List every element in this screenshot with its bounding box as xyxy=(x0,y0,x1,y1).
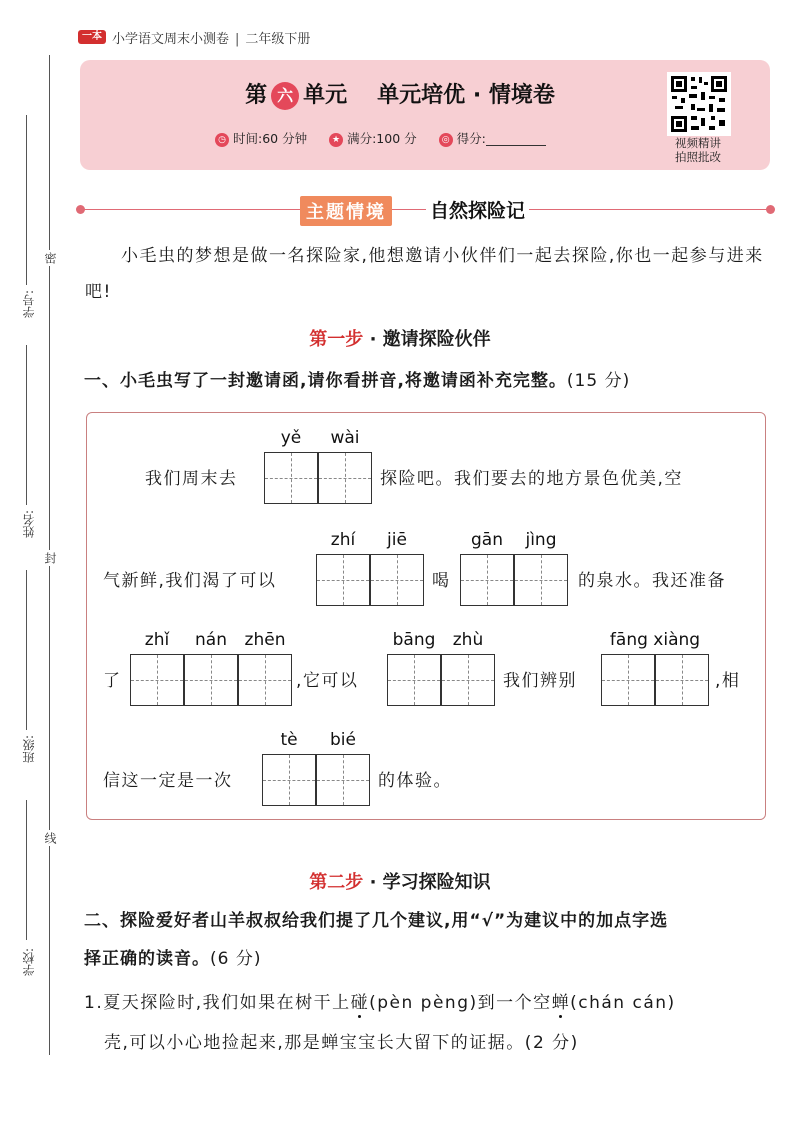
pinyin-gan: gān xyxy=(471,530,503,550)
theme-title: 自然探险记 xyxy=(426,196,529,223)
writing-cell[interactable] xyxy=(238,654,292,706)
title-main: 单元培优 · 情境卷 xyxy=(377,83,555,108)
time-text: 时间:60 分钟 xyxy=(233,131,308,146)
qr-code-image xyxy=(669,74,729,134)
title-unit: 单元 xyxy=(303,83,348,108)
name-blank[interactable] xyxy=(26,345,27,505)
unit-number-badge: 六 xyxy=(271,82,299,110)
pinyin-bang: bāng xyxy=(392,630,436,650)
question-1 xyxy=(84,366,630,391)
writing-cell[interactable] xyxy=(130,654,184,706)
score-blank[interactable] xyxy=(486,133,546,146)
theme-divider-dot-left xyxy=(76,205,85,214)
step-2-heading xyxy=(0,868,800,894)
dotted-char-peng: 碰 xyxy=(351,988,370,1013)
letter-line-4-after: 的体验。 xyxy=(378,771,452,791)
pinyin-fangxiang: fāng xiàng xyxy=(609,630,701,650)
letter-line-2-mid: 喝 xyxy=(432,571,451,591)
q2-1-text-b[interactable]: (pèn pèng)到一个空 xyxy=(369,993,552,1013)
exam-meta xyxy=(215,129,546,147)
class-label: 班级: xyxy=(22,735,36,764)
full-score-text: 满分:100 分 xyxy=(347,131,417,146)
brand-separator: | xyxy=(235,32,240,47)
q2-1-text-a: 1.夏天探险时,我们如果在树干上 xyxy=(84,993,351,1013)
time-info xyxy=(215,129,307,147)
pinyin-nan: nán xyxy=(195,630,227,650)
step-2-title: · 学习探险知识 xyxy=(369,872,491,893)
medal-icon: ★ xyxy=(329,133,343,147)
seal-word-xian: 线 xyxy=(43,832,57,844)
full-score-info xyxy=(329,129,417,147)
pinyin-zhu: zhù xyxy=(452,630,484,650)
qr-label-photo: 拍照批改 xyxy=(675,150,721,164)
intro-paragraph: 小毛虫的梦想是做一名探险家,他想邀请小伙伴们一起去探险,你也一起参与进来吧! xyxy=(85,246,764,302)
writing-cell[interactable] xyxy=(184,654,238,706)
question-2-score: (6 分) xyxy=(210,949,262,969)
writing-cell[interactable] xyxy=(441,654,495,706)
score-info xyxy=(439,129,546,147)
question-2-line-2 xyxy=(84,944,261,969)
seal-word-feng: 封 xyxy=(43,552,57,564)
letter-line-2-before: 气新鲜,我们渴了可以 xyxy=(103,571,277,591)
writing-cell[interactable] xyxy=(601,654,655,706)
question-2-1-line-2: 壳,可以小心地捡起来,那是蝉宝宝长大留下的证据。(2 分) xyxy=(104,1033,579,1053)
pinyin-zhi3: zhǐ xyxy=(144,630,170,650)
letter-line-3-c: 我们辨别 xyxy=(503,671,577,691)
letter-line-3-b: ,它可以 xyxy=(296,671,359,691)
step-1-label: 第一步 xyxy=(309,329,364,350)
school-label: 学校: xyxy=(22,948,36,977)
question-1-score: (15 分) xyxy=(566,371,631,391)
q2-1-text-c[interactable]: (chán cán) xyxy=(570,993,676,1013)
writing-cell[interactable] xyxy=(460,554,514,606)
seal-word-mi: 密 xyxy=(43,252,57,264)
step-1-title: · 邀请探险伙伴 xyxy=(369,329,491,350)
writing-cell[interactable] xyxy=(316,554,370,606)
question-1-text: 一、小毛虫写了一封邀请函,请你看拼音,将邀请函补充完整。 xyxy=(84,371,567,391)
pinyin-bie: bié xyxy=(330,730,356,750)
qr-label xyxy=(660,136,736,164)
letter-line-3-a: 了 xyxy=(103,671,122,691)
student-no-label: 学号: xyxy=(22,290,36,319)
step-2-label: 第二步 xyxy=(309,872,364,893)
pinyin-zhi: zhí xyxy=(330,530,356,550)
qr-code[interactable] xyxy=(667,72,731,136)
brand-series xyxy=(112,28,310,47)
student-no-blank[interactable] xyxy=(26,115,27,285)
target-icon: ◎ xyxy=(439,133,453,147)
writing-cell[interactable] xyxy=(316,754,370,806)
clock-icon: ◷ xyxy=(215,133,229,147)
name-label: 姓名: xyxy=(22,510,36,539)
writing-cell[interactable] xyxy=(655,654,709,706)
qr-label-video: 视频精讲 xyxy=(675,136,721,150)
class-blank[interactable] xyxy=(26,570,27,730)
step-1-heading xyxy=(0,325,800,351)
pinyin-jing: jìng xyxy=(525,530,557,550)
writing-cell[interactable] xyxy=(370,554,424,606)
grade-label: 二年级下册 xyxy=(245,32,311,47)
theme-divider xyxy=(80,209,770,210)
letter-line-3-d: ,相 xyxy=(715,671,741,691)
letter-line-1-after: 探险吧。我们要去的地方景色优美,空 xyxy=(380,469,683,489)
question-2-line-1: 二、探险爱好者山羊叔叔给我们提了几个建议,用“√”为建议中的加点字选 xyxy=(84,911,669,931)
score-label: 得分: xyxy=(456,131,486,146)
writing-cell[interactable] xyxy=(387,654,441,706)
title-prefix: 第 xyxy=(245,83,268,108)
writing-cell[interactable] xyxy=(264,452,318,504)
writing-cell[interactable] xyxy=(262,754,316,806)
pinyin-jie: jiē xyxy=(387,530,407,550)
writing-cell[interactable] xyxy=(514,554,568,606)
brand-logo: 一本 xyxy=(78,30,106,44)
theme-divider-dot-right xyxy=(766,205,775,214)
letter-line-1-before: 我们周末去 xyxy=(145,469,238,489)
pinyin-ye: yě xyxy=(280,428,302,448)
question-2-1-line-1 xyxy=(84,988,676,1013)
pinyin-te: tè xyxy=(280,730,298,750)
letter-line-4-before: 信这一定是一次 xyxy=(103,771,233,791)
question-2-text: 择正确的读音。 xyxy=(84,949,210,969)
theme-tag: 主题情境 xyxy=(300,196,392,226)
pinyin-zhen: zhēn xyxy=(244,630,286,650)
writing-cell[interactable] xyxy=(318,452,372,504)
pinyin-wai: wài xyxy=(330,428,360,448)
dotted-char-chan: 蝉 xyxy=(552,988,571,1013)
series-name: 小学语文周末小测卷 xyxy=(112,32,230,47)
letter-line-2-after: 的泉水。我还准备 xyxy=(578,571,726,591)
